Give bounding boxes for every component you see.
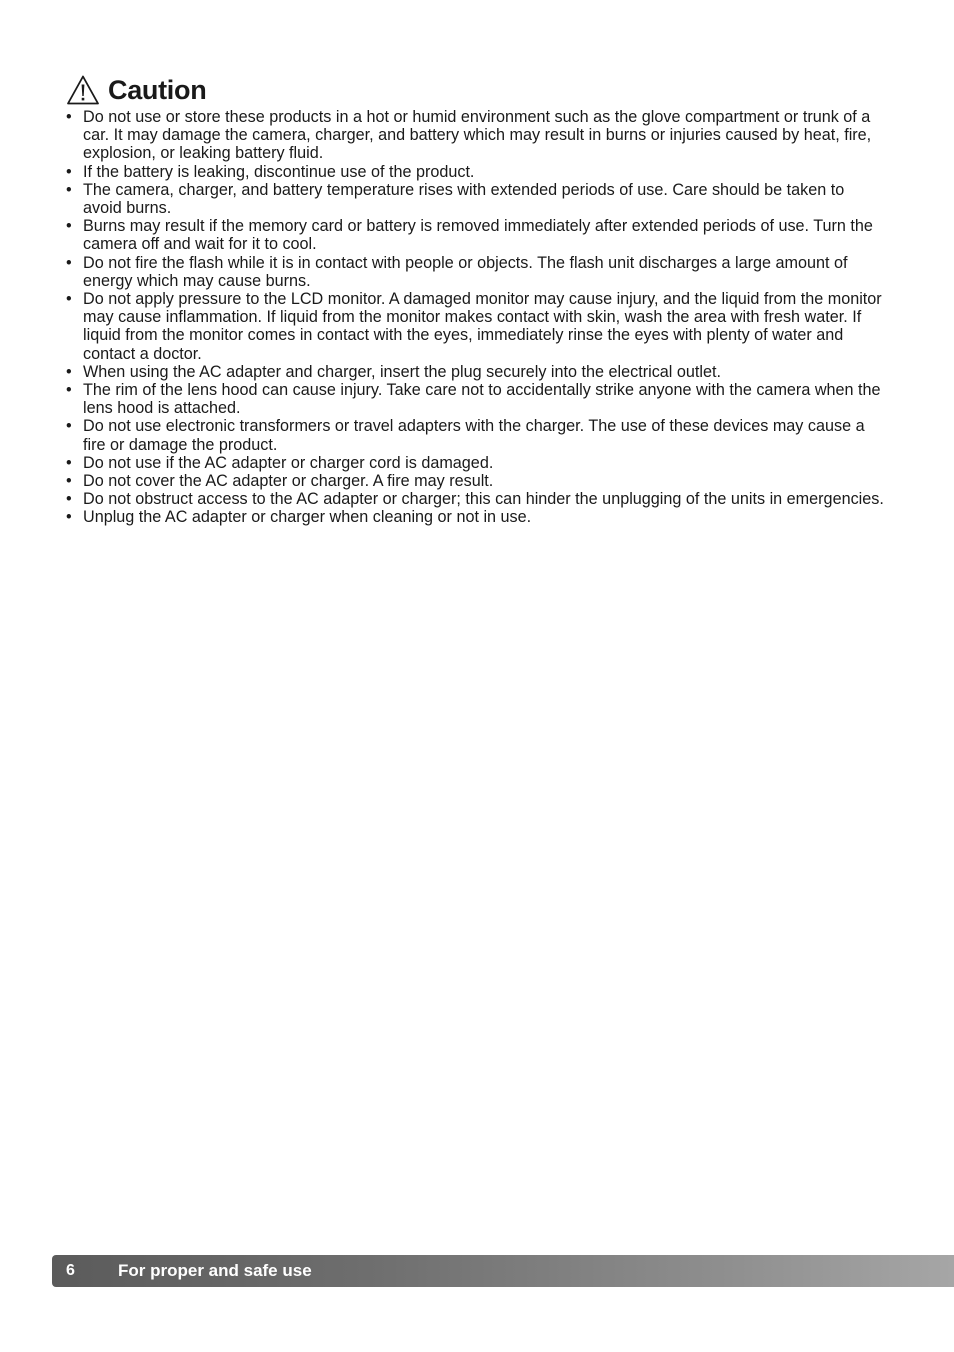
caution-list <box>66 108 886 527</box>
list-item: • Do not use electronic transformers or travel adapters with the charger. The use of these devices may cause a fire or damage the product. <box>66 417 886 453</box>
section-title: For proper and safe use <box>118 1261 312 1280</box>
warning-triangle-icon <box>66 74 100 106</box>
footer-bar <box>52 1255 954 1287</box>
list-item: • Do not apply pressure to the LCD monitor. A damaged monitor may cause injury, and the liquid from the monitor may cause inflammation. If liquid from the monitor makes contact with skin, wash the area with fresh water. If liquid from the monitor comes in contact with the eyes, immediately rinse the eyes with plenty of water and contact a doctor. <box>66 290 886 363</box>
list-item: • When using the AC adapter and charger, insert the plug securely into the electrical outlet. <box>66 363 886 381</box>
caution-heading <box>66 72 206 108</box>
list-item: • Do not use or store these products in a hot or humid environment such as the glove compartment or trunk of a car. It may damage the camera, charger, and battery which may result in burns or injuries caused by heat, fire, explosion, or leaking battery fluid. <box>66 108 886 163</box>
list-item: • Do not cover the AC adapter or charger. A fire may result. <box>66 472 886 490</box>
list-item: • The rim of the lens hood can cause injury. Take care not to accidentally strike anyone with the camera when the lens hood is attached. <box>66 381 886 417</box>
list-item: • Do not obstruct access to the AC adapter or charger; this can hinder the unplugging of the units in emergencies. <box>66 490 886 508</box>
list-item: • Do not fire the flash while it is in contact with people or objects. The flash unit discharges a large amount of energy which may cause burns. <box>66 254 886 290</box>
page-number: 6 <box>66 1262 75 1279</box>
list-item: • The camera, charger, and battery temperature rises with extended periods of use. Care should be taken to avoid burns. <box>66 181 886 217</box>
list-item: • Do not use if the AC adapter or charger cord is damaged. <box>66 454 886 472</box>
list-item: • If the battery is leaking, discontinue use of the product. <box>66 163 886 181</box>
list-item: • Burns may result if the memory card or battery is removed immediately after extended periods of use. Turn the camera off and wait for it to cool. <box>66 217 886 253</box>
list-item: • Unplug the AC adapter or charger when cleaning or not in use. <box>66 508 886 526</box>
page-title: Caution <box>108 75 207 105</box>
